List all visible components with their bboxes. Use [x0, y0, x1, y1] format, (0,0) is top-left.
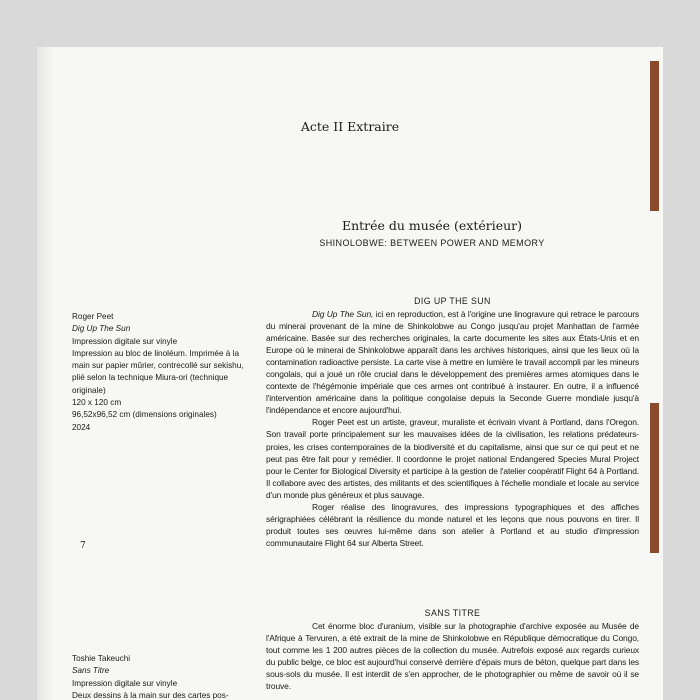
caption-artist: Toshie Takeuchi: [72, 654, 131, 663]
caption-title: Sans Titre: [72, 666, 110, 676]
article-paragraph: [266, 416, 639, 500]
document-page: [37, 47, 663, 700]
article-sans-titre: [266, 607, 639, 692]
paragraph-text: Cet énorme bloc d'uranium, visible sur la photographie d'archive exposée au Musée de l'Afrique à Tervuren, a été extrait de la mine de Shinkolobwe en République démocratique du Congo, tout comme les 1 200 autres pièces de la collection du musée. Autrefois exposé aux regards curieux du public belge, ce bloc est aujourd'hui conservé derrière d'épais murs de béton, quelque part dans les sous-sols du musée. Il est interdit de s'en approcher, de le photographier ou même de savoir où il se trouve.: [266, 621, 639, 692]
caption-line: 96,52x96,52 cm (dimensions originales): [72, 410, 217, 420]
chapter-title: Acte II Extraire: [300, 119, 400, 134]
page-gutter-shadow: [37, 47, 55, 700]
article-heading: SANS TITRE: [424, 608, 481, 618]
paragraph-text: ici en reproduction, est à l'origine une linogravure qui retrace le parcours du minerai provenant de la mine de Shinkolobwe au Congo jusqu'au projet Manhattan de l'armée américaine. Basée sur des recherches originales, la carte documente les sites aux États-Unis et en Europe où le minerai de Shinkolobwe apparaît dans les archives historiques, ainsi que les lieux où la contamination radioactive persiste. La carte vise à mettre en lumière le travail accompli par les mineurs congolais, qui a joué un rôle crucial dans le développement des premières armes atomiques dans le contexte de l'hégémonie impériale que ces armes ont contribué à instaurer. En outre, il a influencé l'intervention américaine dans la politique congolaise depuis la Seconde Guerre mondiale jusqu'à l'indépendance et encore aujourd'hui.: [266, 309, 639, 416]
paragraph-text: Roger Peet est un artiste, graveur, muraliste et écrivain vivant à Portland, dans l'Oregon. Son travail porte principalement sur les mauvaises idées de la civilisation, les relations prédateurs-proies, les crises contemporaines de la biodiversité et du capitalisme, ainsi que sur ce qui peut et ne peut pas être fait pour y remédier. Il coordonne le projet national Endangered Species Mural Project pour le Center for Biological Diversity et participe à la gestion de l'atelier coopératif Flight 64 à Portland. Il collabore avec des artistes, des militants et des scientifiques à l'échelle mondiale et locale au service d'un monde plus généreux et plus sauvage.: [266, 417, 639, 500]
caption-line: 120 x 120 cm: [72, 398, 122, 408]
caption-line: originale): [72, 385, 106, 395]
caption-line: plié selon la technique Miura-ori (technique: [72, 373, 229, 383]
article-heading: DIG UP THE SUN: [414, 296, 491, 306]
paragraph-lead-title: Dig Up The Sun,: [312, 309, 374, 319]
article-paragraph: [266, 501, 639, 549]
caption-line: Deux dessins à la main sur des cartes pos-: [72, 690, 229, 700]
section-subtitle: SHINOLOBWE: BETWEEN POWER AND MEMORY: [319, 238, 545, 248]
caption-artist: Roger Peet: [72, 312, 114, 321]
caption-line: Impression digitale sur vinyle: [72, 336, 178, 346]
chapter-tab-marker: [650, 61, 659, 211]
chapter-tab-marker: [650, 403, 659, 553]
caption-title: Dig Up The Sun: [72, 324, 131, 334]
article-dig-up-the-sun: [266, 295, 639, 549]
page-number: 7: [80, 541, 86, 551]
article-paragraph: [266, 308, 639, 416]
caption-line: main sur papier mûrier, contrecollé sur sekishu,: [72, 361, 244, 371]
caption-line: Impression digitale sur vinyle: [72, 678, 178, 688]
artwork-caption: [72, 311, 252, 434]
caption-line: 2024: [72, 422, 91, 432]
caption-line: Impression au bloc de linoléum. Imprimée à la: [72, 348, 240, 358]
section-title: Entrée du musée (extérieur): [341, 218, 523, 233]
article-paragraph: [266, 620, 639, 692]
artwork-caption: [72, 653, 252, 700]
paragraph-text: Roger réalise des linogravures, des impressions typographiques et des affiches sérigraphiées célébrant la résilience du monde naturel et les leçons que nous pouvons en tirer. Il produit toutes ses œuvres lui-même dans son atelier à Portland et au studio d'impression communautaire Flight 64 sur Alberta Street.: [266, 501, 639, 548]
